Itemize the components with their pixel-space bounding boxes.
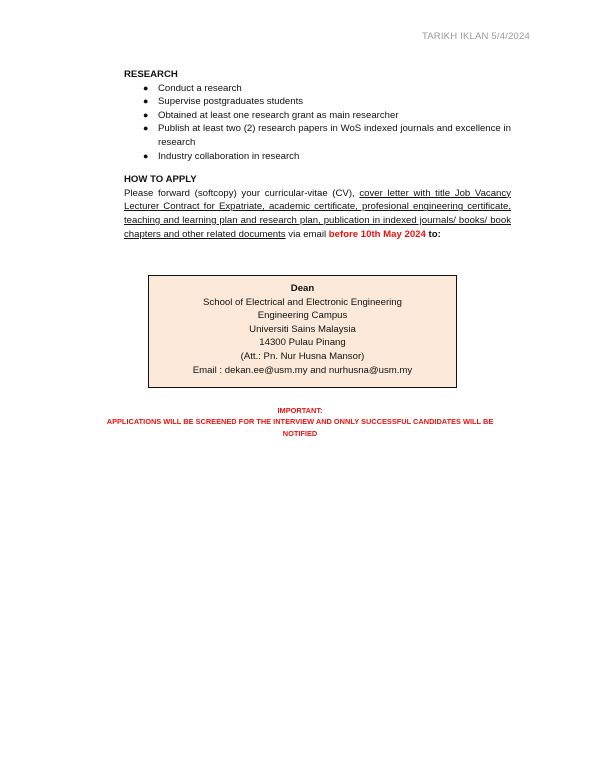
- university-name: Universiti Sains Malaysia: [249, 323, 356, 335]
- research-list: [124, 82, 511, 164]
- recipient-title: Dean: [290, 283, 315, 294]
- bullet-icon: ●: [143, 123, 149, 134]
- bullet-icon: ●: [143, 82, 149, 93]
- notice-line-2: NOTIFIED: [282, 428, 318, 438]
- list-item: ● Industry collaboration in research: [143, 150, 300, 162]
- bullet-icon: ●: [143, 96, 149, 107]
- bullet-icon: ●: [143, 109, 149, 120]
- how-to-apply-heading: HOW TO APPLY: [124, 174, 197, 186]
- campus-name: Engineering Campus: [257, 310, 348, 322]
- document-body: [124, 68, 511, 241]
- notice-title: IMPORTANT:: [277, 406, 323, 415]
- notice-line-1: APPLICATIONS WILL BE SCREENED FOR THE INTERVIEW AND ONNLY SUCCESSFUL CANDIDATES WILL BE: [106, 417, 494, 427]
- postcode-city: 14300 Pulau Pinang: [259, 337, 346, 349]
- bullet-icon: ●: [143, 150, 149, 161]
- advertisement-date: TARIKH IKLAN 5/4/2024: [421, 31, 530, 42]
- list-item: ● Conduct a research: [143, 82, 242, 94]
- important-notice: [100, 405, 500, 439]
- school-name: School of Electrical and Electronic Engineering: [203, 296, 402, 308]
- address-box: [148, 275, 457, 388]
- required-documents: cover letter with title Job Vacancy Lecturer Contract for Expatriate, academic certificate, profesional engineering certificate, teaching and learning plan and research plan, publication in indexed journals/ books/ book chapters and other related documents: [124, 187, 511, 240]
- list-item: ● Obtained at least one research grant as main researcher: [143, 109, 399, 121]
- list-item: ● Publish at least two (2) research papers in WoS indexed journals and excellence in research: [143, 123, 511, 148]
- deadline: before 10th May 2024: [328, 228, 426, 240]
- apply-instructions: Please forward (softcopy) your curricular-vitae (CV), cover letter with title Job Vacancy Lecturer Contract for Expatriate, academic certificate, profesional engineering certificate, teaching and learning plan and research plan, publication in indexed journals/ books/ book chapters and other related documents via email before 10th May 2024 to:: [124, 187, 511, 240]
- email-line: Email : dekan.ee@usm.my and nurhusna@usm.my: [192, 364, 413, 376]
- attention-line: (Att.: Pn. Nur Husna Mansor): [240, 350, 365, 362]
- list-item: ● Supervise postgraduates students: [143, 96, 304, 108]
- research-heading: RESEARCH: [124, 69, 178, 80]
